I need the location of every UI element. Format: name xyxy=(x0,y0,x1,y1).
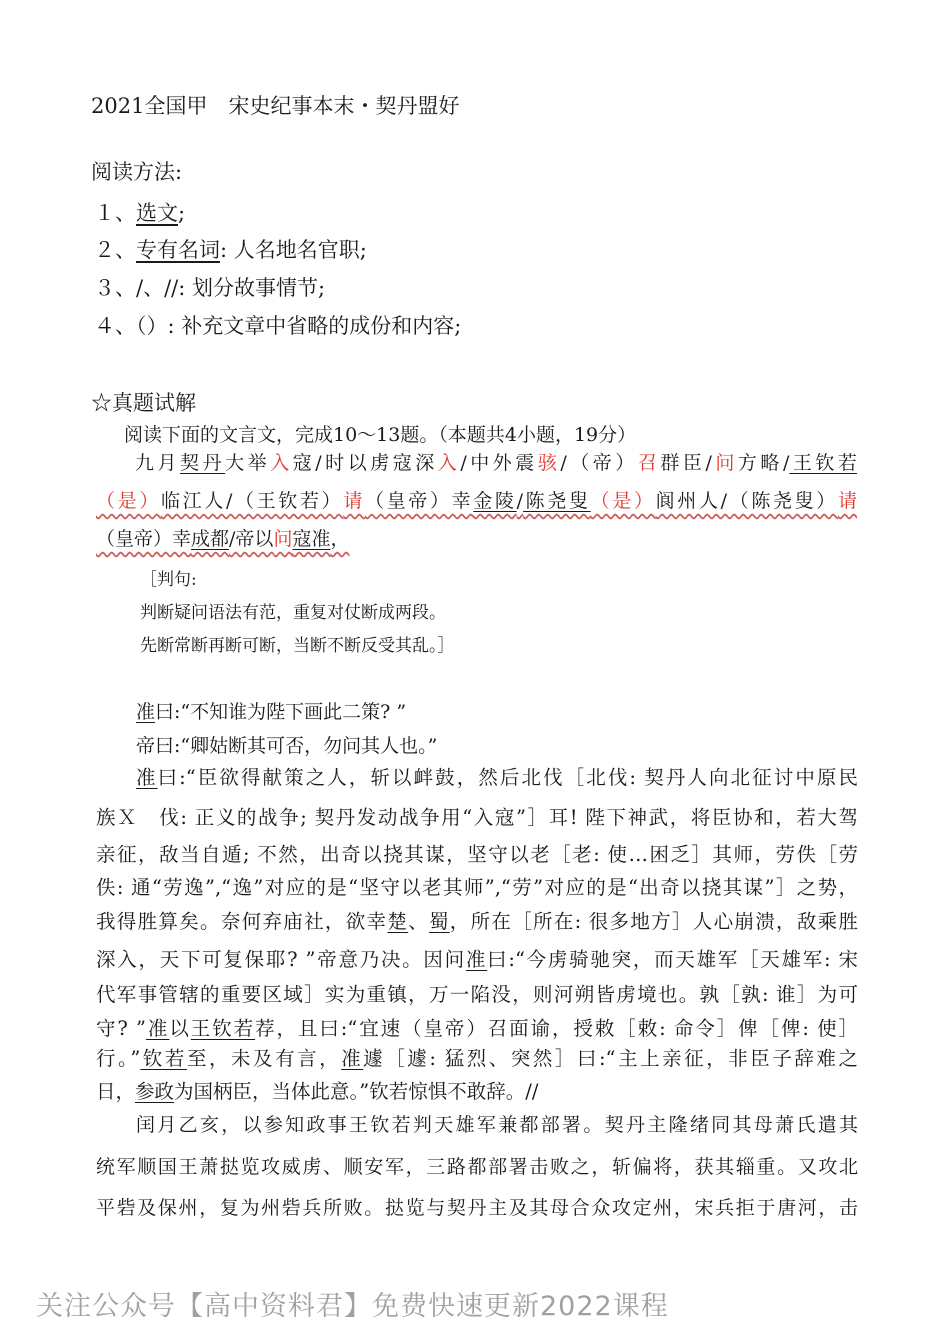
item-number: ２、 xyxy=(94,238,136,262)
passage-segment: ， xyxy=(330,528,350,550)
item-number: １、 xyxy=(94,201,136,225)
text-segment: 曰:“今虏骑驰突，而天雄军［天雄军: 宋 xyxy=(487,948,858,971)
person-name: 准 xyxy=(145,1017,170,1040)
footer-watermark: 关注公众号【高中资料君】免费快速更新2022课程 xyxy=(36,1291,669,1322)
speaker: 准 xyxy=(136,766,158,789)
speech: 曰:“臣欲得献策之人，斩以衅鼓，然后北伐［北伐: 契丹人向北征讨中原民 xyxy=(157,766,858,789)
proper-noun: 契丹 xyxy=(180,452,226,474)
place-name: 蜀 xyxy=(428,910,450,933)
paragraph-line: 平砦及保州，复为州砦兵所败。挞览与契丹主及其母合众攻定州，宋兵拒于唐河，击 xyxy=(96,1197,858,1219)
paragraph-line: 统军顺国王萧挞览攻威虏、顺安军，三路都部署击败之，斩偏将，获其辎重。又攻北 xyxy=(96,1156,858,1178)
text-segment: 日， xyxy=(96,1080,136,1103)
text-segment: 至，未及有言， xyxy=(186,1047,342,1070)
item-text: （）: 补充文章中省略的成份和内容; xyxy=(136,314,462,338)
method-heading: 阅读方法: xyxy=(91,160,183,184)
section-intro: 阅读下面的文言文，完成10～13题。（本题共4小题，19分） xyxy=(124,424,637,446)
dialogue-line xyxy=(96,1080,538,1103)
text-segment: 深入，天下可复保耶? ”帝意乃决。因问 xyxy=(96,948,466,971)
passage-segment: 九月 xyxy=(135,452,181,474)
text-segment: 我得胜算矣。奈何弃庙社，欲幸 xyxy=(96,910,388,933)
key-word: （是） xyxy=(96,490,161,512)
key-word: 问 xyxy=(711,452,738,474)
passage-line xyxy=(96,490,857,513)
key-word: 入 xyxy=(270,452,293,474)
dialogue-line: 族Ｘ 伐: 正义的战争; 契丹发动战争用“入寇”］耳! 陛下神武，将臣协和，若大驾 xyxy=(96,806,858,829)
paragraph-line: 闰月乙亥，以参知政事王钦若判天雄军兼都部署。契丹主隆绪同其母萧氏遣其 xyxy=(136,1114,858,1136)
dialogue-line: 帝曰:“卿姑断其可否，勿问其人也。” xyxy=(136,735,438,757)
method-item xyxy=(94,276,325,301)
note-line: ［判句: xyxy=(140,570,197,590)
person-name: 准 xyxy=(341,1047,364,1070)
person-name: 王钦若 xyxy=(190,1017,256,1040)
passage-segment: 临江人/（王钦若） xyxy=(160,490,344,512)
doc-title: 2021全国甲 宋史纪事本末・契丹盟好 xyxy=(91,94,460,118)
dialogue-line xyxy=(96,1017,858,1040)
title-name: 参政 xyxy=(135,1080,175,1103)
text-segment: 荐，且曰:“宜速（皇帝）召面谕，授敕［敕: 命令］俾［俾: 使］ xyxy=(255,1017,858,1040)
text-segment: 以 xyxy=(169,1017,191,1040)
person-name: 准 xyxy=(465,948,488,971)
key-word: 请 xyxy=(837,490,857,512)
key-word: （是） xyxy=(590,490,656,512)
dialogue-line xyxy=(96,910,858,933)
key-word: 问 xyxy=(273,528,293,550)
text-segment: 遽［遽: 猛烈、突然］曰:“主上亲征，非臣子辞难之 xyxy=(363,1047,858,1070)
item-number: ４、 xyxy=(94,314,136,338)
note-line: 先断常断再断可断，当断不断反受其乱。］ xyxy=(140,636,455,656)
dialogue-line xyxy=(96,1047,858,1070)
text-segment: 、 xyxy=(408,910,429,933)
dialogue-line: 代军事管辖的重要区域］实为重镇，万一陷没，则河朔皆虏境也。孰［孰: 谁］为可 xyxy=(96,983,858,1006)
method-item xyxy=(94,238,367,263)
passage-line xyxy=(135,452,857,475)
text-segment: 守? ” xyxy=(96,1017,146,1040)
item-text: /、//: 划分故事情节; xyxy=(136,276,326,300)
proper-noun: 陈尧叟 xyxy=(523,490,591,512)
text-segment: 行。” xyxy=(96,1047,141,1070)
person-name: 钦若 xyxy=(140,1047,187,1070)
key-word: 请 xyxy=(343,490,365,512)
item-text: ; xyxy=(178,201,186,225)
key-word: 召 xyxy=(637,452,661,474)
text-segment: 为国柄臣，当体此意。”钦若惊惧不敢辞。// xyxy=(174,1080,539,1103)
item-text: : 人名地名官职; xyxy=(220,238,367,262)
dialogue-line: 亲征，敌当自遁; 不然，出奇以挠其谋，坚守以老［老: 使…困乏］其师，劳佚［劳 xyxy=(96,843,858,866)
key-word: 入 xyxy=(437,452,461,474)
dialogue-line: 佚: 通“劳逸”,“逸”对应的是“坚守以老其师”,“劳”对应的是“出奇以挠其谋”］之势， xyxy=(96,876,858,899)
dialogue-line xyxy=(136,701,406,724)
text-segment: ，所在［所在: 很多地方］人心崩溃，敌乘胜 xyxy=(449,910,858,933)
item-number: ３、 xyxy=(94,276,136,300)
speech: 曰:“不知谁为陛下画此二策? ” xyxy=(155,701,407,723)
dialogue-line xyxy=(96,948,858,971)
passage-segment: （皇帝）幸 xyxy=(364,490,474,512)
proper-noun: 寇准 xyxy=(292,528,331,550)
proper-noun: 金陵 xyxy=(473,490,517,512)
passage-segment: /中外震 xyxy=(460,452,538,474)
key-word: 骇 xyxy=(537,452,561,474)
speaker: 准 xyxy=(136,701,156,723)
item-underlined: 专有名词 xyxy=(136,238,220,262)
item-underlined: 选文 xyxy=(136,201,178,225)
section-heading: ☆真题试解 xyxy=(91,391,196,415)
dialogue-line xyxy=(136,766,858,789)
method-item xyxy=(94,314,461,339)
passage-segment: （皇帝）幸 xyxy=(96,528,192,550)
place-name: 楚 xyxy=(387,910,409,933)
passage-segment: /（帝） xyxy=(560,452,638,474)
passage-segment: 大举 xyxy=(225,452,271,474)
passage-segment: 方略/ xyxy=(737,452,790,474)
passage-segment: 阆州人/（陈尧叟） xyxy=(655,490,838,512)
note-line: 判断疑问语法有范，重复对仗断成两段。 xyxy=(140,603,446,623)
passage-segment: /帝以 xyxy=(229,528,274,550)
passage-segment: 群臣/ xyxy=(660,452,712,474)
passage-line xyxy=(96,528,349,551)
proper-noun: 王钦若 xyxy=(789,452,857,474)
passage-segment: / xyxy=(516,490,524,512)
proper-noun: 成都 xyxy=(191,528,230,550)
method-item xyxy=(94,201,185,226)
passage-segment: 寇/时以虏寇深 xyxy=(292,452,438,474)
